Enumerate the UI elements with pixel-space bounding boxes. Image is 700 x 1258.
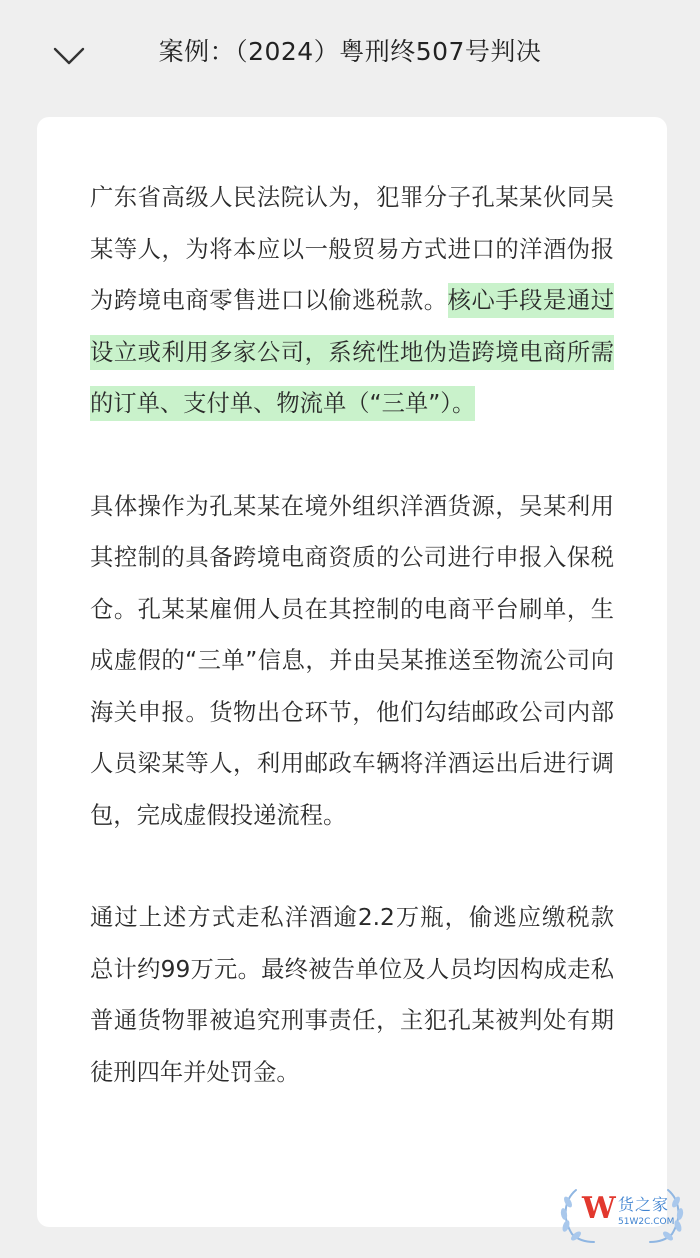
paragraph-3: 通过上述方式走私洋酒逾2.2万瓶，偷逃应缴税款总计约99万元。最终被告单位及人员均因构成走私普通货物罪被追究刑事责任，主犯孔某被判处有期徒刑四年并处罚金。 [90,904,614,1086]
article-body [90,172,614,1149]
paragraph-2: 具体操作为孔某某在境外组织洋酒货源，吴某利用其控制的具备跨境电商资质的公司进行申报入保税仓。孔某某雇佣人员在其控制的电商平台刷单，生成虚假的“三单”信息，并由吴某推送至物流公司向海关申报。货物出仓环节，他们勾结邮政公司内部人员梁某等人，利用邮政车辆将洋酒运出后进行调包，完成虚假投递流程。 [90,492,614,829]
site-watermark-logo [556,1184,688,1246]
header-bar [0,0,700,110]
watermark-name: 货之家 [618,1195,670,1214]
page-title: 案例：（2024）粤刑终507号判决 [158,37,542,66]
paragraph-1 [90,172,614,430]
watermark-letter: W [582,1191,616,1226]
paragraph-1-text: 广东省高级人民法院认为，犯罪分子孔某某伙同吴某等人，为将本应以一般贸易方式进口的洋酒伪报为跨境电商零售进口以偷逃税款。 [90,184,614,314]
wreath-icon [556,1184,688,1246]
watermark-url: 51W2C.COM [618,1217,675,1227]
highlighted-text: 核心手段是通过设立或利用多家公司，系统性地伪造跨境电商所需的订单、支付单、物流单（“三单”）。 [90,283,614,421]
